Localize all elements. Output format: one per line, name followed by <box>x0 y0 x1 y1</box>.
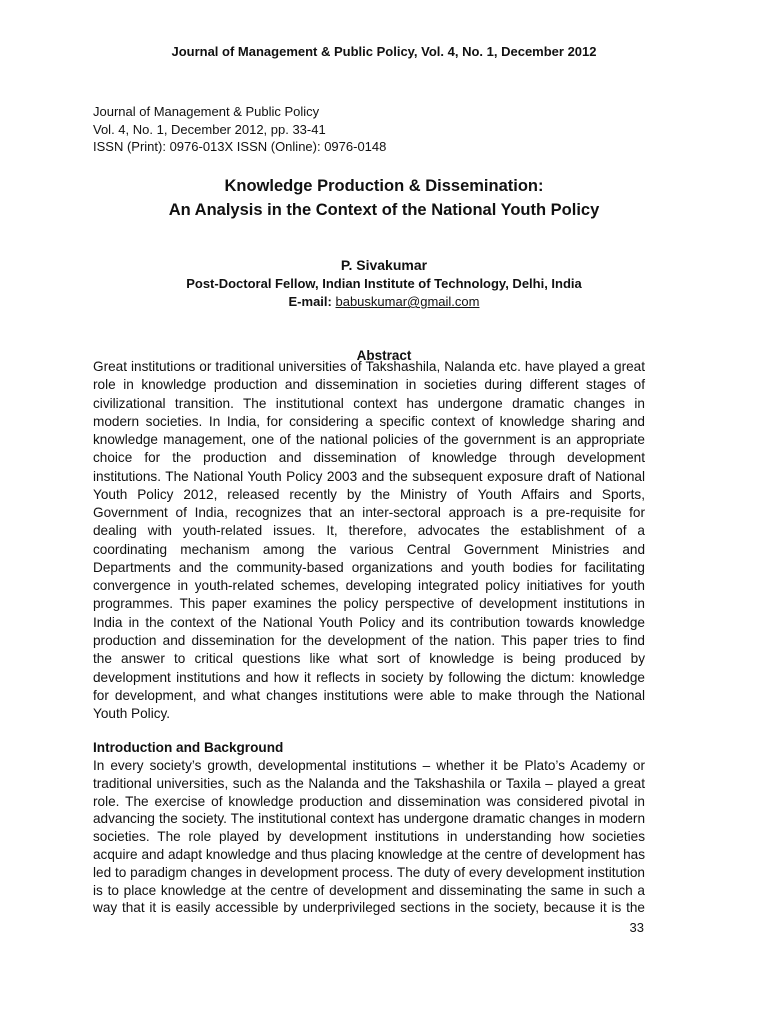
page-number: 33 <box>629 920 644 935</box>
author-email <box>0 294 768 309</box>
author-name: P. Sivakumar <box>340 257 428 273</box>
text-line: India in the context of the National Youth Policy and its contribution towards knowledge <box>93 614 645 630</box>
journal-issn: ISSN (Print): 0976-013X ISSN (Online): 0976-0148 <box>93 139 387 154</box>
text-line: modern societies. In India, for considering a specific context of knowledge sharing and <box>93 413 645 429</box>
text-line: civilizational transition. The institutional context has undergone dramatic changes in <box>93 395 645 411</box>
email-label: E-mail: <box>288 294 332 309</box>
journal-meta <box>93 103 386 156</box>
text-line: role in knowledge production and dissemination in societies during different stages of <box>93 377 645 393</box>
text-line: acquire and adapt knowledge and thus placing knowledge at the centre of development has <box>93 846 645 862</box>
text-line: Departments and the community-based organizations and youth bodies for facilitating <box>93 559 645 575</box>
title-line-1: Knowledge Production & Dissemination: <box>224 177 544 195</box>
paper-title <box>0 174 768 222</box>
abstract-body <box>93 358 645 723</box>
text-line: traditional universities, such as the Nalanda and the Takshashila or Taxila – played a great <box>93 775 645 791</box>
text-line: choice for the production and dissemination of knowledge through development <box>93 450 645 466</box>
text-line: for development, and what changes institutions were able to make through the National <box>93 687 645 703</box>
text-line: development institutions and how it reflects in society by following the dictum: knowledge <box>93 669 645 685</box>
journal-name: Journal of Management & Public Policy <box>93 104 320 119</box>
text-line: programmes. This paper examines the policy perspective of development institutions in <box>93 596 645 612</box>
email-link[interactable]: babuskumar@gmail.com <box>335 294 480 309</box>
text-line: led to paradigm changes in development process. The duty of every development institution <box>93 864 645 880</box>
text-line: Great institutions or traditional universities of Takshashila, Nalanda etc. have played a great <box>93 359 645 374</box>
abstract-heading: Abstract <box>356 348 412 363</box>
text-line: Youth Policy 2012, released recently by the Ministry of Youth Affairs and Sports, <box>93 486 645 502</box>
text-line: role. The exercise of knowledge production and dissemination was considered pivotal in <box>93 793 645 809</box>
text-line: dealing with youth-related issues. It, therefore, advocates the establishment of a <box>93 523 645 539</box>
introduction-heading: Introduction and Background <box>93 740 284 755</box>
text-line: Youth Policy. <box>93 706 171 722</box>
text-line: knowledge management, one of the national policies of the government is an appropriate <box>93 432 645 448</box>
author-affiliation: Post-Doctoral Fellow, Indian Institute of Technology, Delhi, India <box>186 276 582 291</box>
running-header: Journal of Management & Public Policy, Vol. 4, No. 1, December 2012 <box>171 44 597 59</box>
title-line-2: An Analysis in the Context of the National Youth Policy <box>168 201 600 219</box>
text-line: coordinating mechanism among the various Central Government Ministries and <box>93 541 645 557</box>
journal-issue: Vol. 4, No. 1, December 2012, pp. 33-41 <box>93 121 326 137</box>
text-line: advancing the society. The institutional context has undergone dramatic changes in modern <box>93 811 645 827</box>
text-line: the answer to critical questions like what sort of knowledge is being produced by <box>93 651 645 667</box>
text-line: way that it is easily accessible by underprivileged sections in the society, because it is the <box>93 900 645 916</box>
text-line: is to place knowledge at the centre of development and disseminating the same in such a <box>93 882 645 898</box>
text-line: societies. The role played by development institutions in understanding how societies <box>93 829 645 845</box>
text-line: convergence in youth-related schemes, developing integrated policy initiatives for youth <box>93 578 645 594</box>
text-line: production and dissemination for the development of the nation. This paper tries to find <box>93 632 645 648</box>
text-line: Government of India, recognizes that an inter-sectoral approach is a pre-requisite for <box>93 505 645 521</box>
introduction-body <box>93 757 645 917</box>
text-line: institutions. The National Youth Policy 2003 and the subsequent exposure draft of National <box>93 468 645 484</box>
text-line: In every society’s growth, developmental institutions – whether it be Plato’s Academy or <box>93 758 645 773</box>
